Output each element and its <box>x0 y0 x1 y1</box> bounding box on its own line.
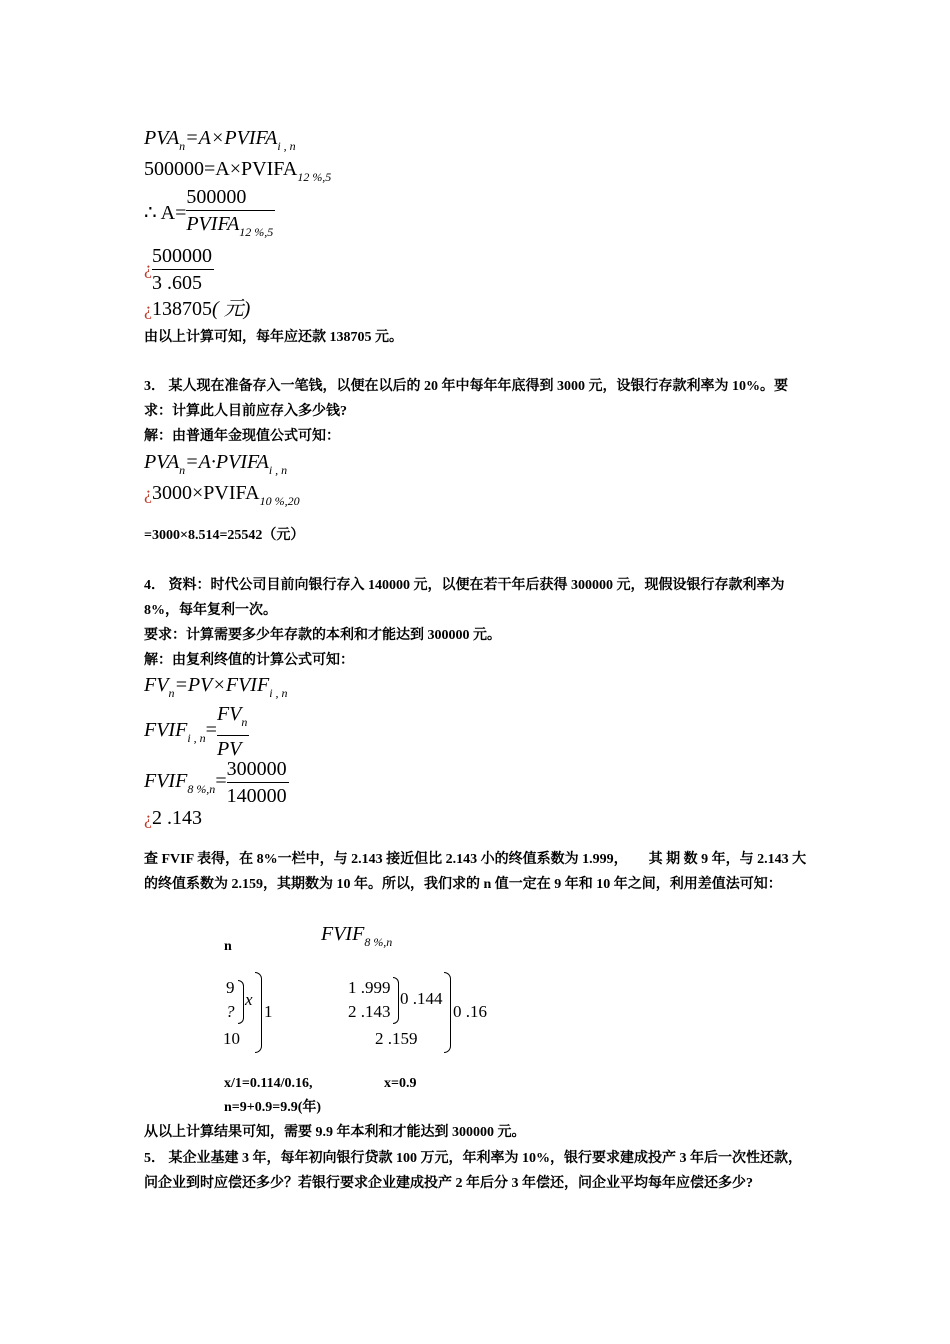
q3-solution-intro: 解：由普通年金现值公式可知： <box>144 429 340 444</box>
formula-a-fraction: ∴ A= $\frac{500000}{PVIFA_{12 \%,5}}$ <box>144 186 274 239</box>
interp-x: x <box>245 990 253 1009</box>
q4-calc-n: n=9+0.9=9.9(年) <box>224 1100 322 1115</box>
q3-text: 3． 某人现在准备存入一笔钱，以便在以后的 20 年中每年年底得到 3000 元，设银行存款利率为 10%。要求：计算此人目前应存入多少钱? <box>144 379 788 419</box>
q4-calc-x: x=0.9 <box>384 1076 417 1091</box>
q4-conclusion: 从以上计算结果可知，需要 9.9 年本利和才能达到 300000 元。 <box>144 1125 526 1140</box>
interp-one: 1 <box>264 1002 273 1021</box>
brace-f-outer <box>444 972 451 1053</box>
q4-requirement: 要求：计算需要多少年存款的本利和才能达到 300000 元。 <box>144 628 501 643</box>
q4-formula-2143: ¿2 .143 <box>144 807 202 829</box>
q4-solution-intro: 解：由复利终值的计算公式可知： <box>144 653 354 668</box>
q3-formula-3000: ¿$3000\times PVIFA_{10 \%,20}$ <box>144 482 300 508</box>
q4-formula-fvif-ratio: $FVIF_{i , n}=$ $\frac{FV_n}{PV}$ <box>144 703 248 760</box>
interp-n-unknown: ? <box>226 1002 235 1021</box>
interp-d2: 0 .16 <box>453 1002 487 1021</box>
formula-divide-3605: ¿ $\frac{500000}{3 .605}$ <box>144 245 212 294</box>
brace-f-inner <box>393 977 399 1024</box>
interp-d1: 0 .144 <box>400 989 443 1008</box>
sol2-conclusion: 由以上计算可知，每年应还款 138705 元。 <box>144 330 403 345</box>
interp-n-10: 10 <box>223 1029 240 1048</box>
interp-f-2159: 2 .159 <box>375 1029 418 1048</box>
q3-formula-pva: $PVA_n=A\cdot PVIFA_{i , n}$ <box>144 451 288 477</box>
q5-text: 5． 某企业基建 3 年，每年初向银行贷款 100 万元，年利率为 10%，银行要求建成投产 3 年后一次性还款，问企业到时应偿还多少？若银行要求企业建成投产 2 年后分 3 年偿还，问企业平均每年应偿还多少? <box>144 1151 802 1191</box>
interp-f-1999: 1 .999 <box>348 978 391 997</box>
interp-col-n: n <box>224 939 232 954</box>
formula-result-138705: ¿138705( 元) <box>144 298 251 320</box>
interp-f-2143: 2 .143 <box>348 1002 391 1021</box>
interp-n-9: 9 <box>226 978 235 997</box>
q4-text: 4． 资料：时代公司目前向银行存入 140000 元，以便在若干年后获得 300000 元，现假设银行存款利率为 8%，每年复利一次。 <box>144 578 785 618</box>
brace-n-outer <box>255 972 262 1053</box>
q3-result: =3000×8.514=25542（元） <box>144 528 305 543</box>
q4-formula-fv: $FV_n=PV\times FVIF_{i , n}$ <box>144 674 288 700</box>
brace-n-inner <box>238 980 244 1024</box>
q4-calc-ratio: x/1=0.114/0.16, <box>224 1076 313 1091</box>
q4-formula-fvif-value: $FVIF_{8 \%,n}=$ $\frac{300000}{140000}$ <box>144 758 287 807</box>
formula-500000: $500000=A\times PVIFA_{12 \%,5}$ <box>144 158 332 184</box>
interp-col-fvif: $FVIF_{8 \%,n}$ <box>321 923 393 949</box>
q4-table-note: 查 FVIF 表得，在 8%一栏中，与 2.143 接近但比 2.143 小的终值系数为 1.999， 其 期 数 9 年，与 2.143 大的终值系数为 2.159，其期数为 10 年。所以，我们求的 n 值一定在 9 年和 10 年之间，利用差值法可知： <box>144 852 807 892</box>
formula-pva: $PVA_n=A\times PVIFA_{i , n}$ <box>144 127 296 153</box>
